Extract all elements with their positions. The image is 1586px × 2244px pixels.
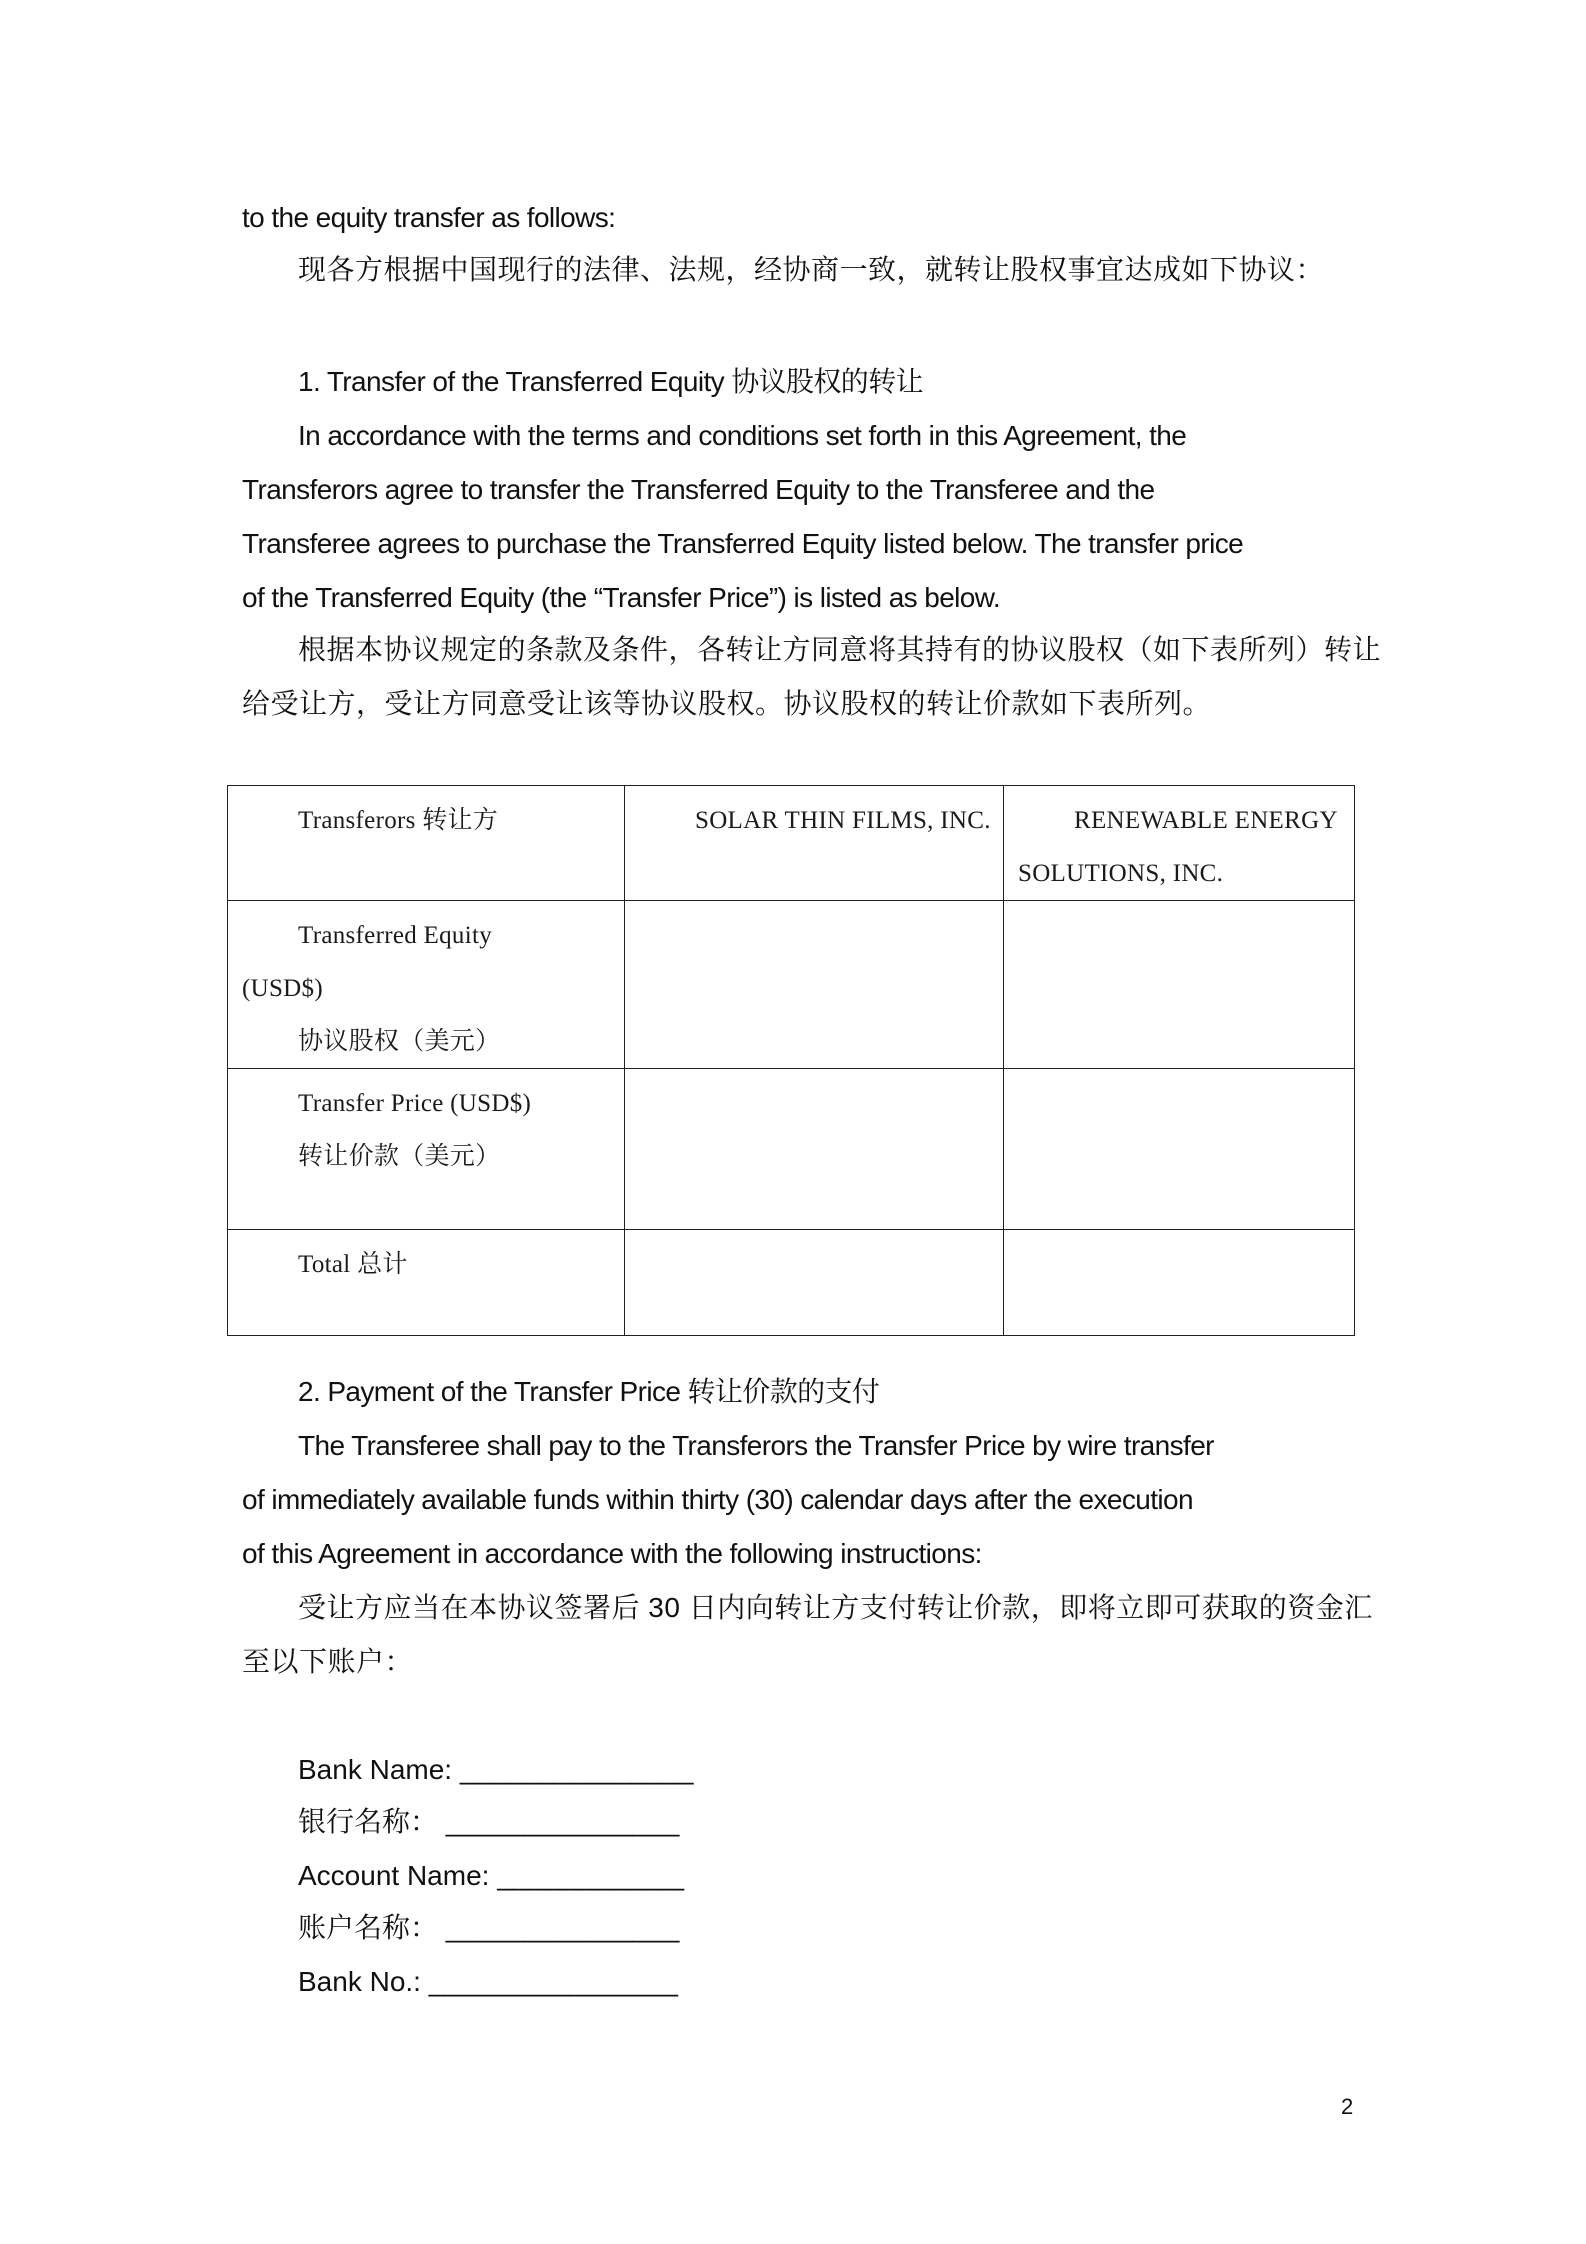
account-name-zh-label: 账户名称： xyxy=(298,1912,446,1943)
account-name-field[interactable] xyxy=(298,1858,684,1894)
total-solar-cell[interactable] xyxy=(625,1230,1004,1336)
bank-number-field[interactable] xyxy=(298,1964,678,2000)
table-cell xyxy=(228,786,625,901)
section-2-en-line: of this Agreement in accordance with the following instructions: xyxy=(242,1538,982,1569)
account-name-zh-blank[interactable]: _______________ xyxy=(445,1912,680,1943)
intro-zh: 现各方根据中国现行的法律、法规，经协商一致，就转让股权事宜达成如下协议： xyxy=(298,254,1325,285)
transferred-equity-solar-cell[interactable] xyxy=(625,901,1004,1069)
table-row xyxy=(228,1230,1355,1336)
transferor-2-name-line1: RENEWABLE ENERGY xyxy=(1074,807,1338,834)
section-1-heading: 1. Transfer of the Transferred Equity 协议股权的转让 xyxy=(298,366,923,397)
section-2-zh-line: 受让方应当在本协议签署后 30 日内向转让方支付转让价款，即将立即可获取的资金汇 xyxy=(298,1592,1373,1623)
row-label-line: Total 总计 xyxy=(298,1251,408,1278)
transfer-price-solar-cell[interactable] xyxy=(625,1069,1004,1230)
table-cell xyxy=(228,1230,625,1336)
intro-continuation: to the equity transfer as follows: xyxy=(242,202,616,233)
account-name-label: Account Name: xyxy=(298,1860,498,1891)
bank-name-zh-field[interactable] xyxy=(298,1804,679,1840)
table-row xyxy=(228,901,1355,1069)
row-label-line: 协议股权（美元） xyxy=(298,1028,501,1055)
section-1-en-line: Transferors agree to transfer the Transferred Equity to the Transferee and the xyxy=(242,474,1155,505)
table-cell xyxy=(625,786,1004,901)
section-2-zh-line: 至以下账户： xyxy=(242,1646,414,1677)
header-label: Transferors 转让方 xyxy=(298,807,499,834)
account-name-zh-field[interactable] xyxy=(298,1910,679,1946)
bank-name-field[interactable] xyxy=(298,1752,693,1788)
section-1-en-line: Transferee agrees to purchase the Transferred Equity listed below. The transfer price xyxy=(242,528,1244,559)
table-cell xyxy=(228,1069,625,1230)
section-1-zh-line: 给受让方，受让方同意受让该等协议股权。协议股权的转让价款如下表所列。 xyxy=(242,688,1212,719)
table-header-row xyxy=(228,786,1355,901)
bank-name-zh-blank[interactable]: _______________ xyxy=(445,1806,680,1837)
transferor-1-name: SOLAR THIN FILMS, INC. xyxy=(695,807,991,834)
row-label-line: (USD$) xyxy=(242,975,323,1002)
section-2-heading: 2. Payment of the Transfer Price 转让价款的支付 xyxy=(298,1376,880,1407)
row-label-line: Transferred Equity xyxy=(298,922,493,949)
section-1-zh-line: 根据本协议规定的条款及条件，各转让方同意将其持有的协议股权（如下表所列）转让 xyxy=(298,634,1382,665)
table-cell xyxy=(1004,786,1355,901)
transferor-2-name-line2: SOLUTIONS, INC. xyxy=(1018,860,1224,887)
table-cell xyxy=(228,901,625,1069)
page-number: 2 xyxy=(1341,2094,1354,2119)
equity-table xyxy=(227,785,1355,1336)
account-name-blank[interactable]: ____________ xyxy=(497,1860,685,1891)
section-2-en-line: The Transferee shall pay to the Transferors the Transfer Price by wire transfer xyxy=(298,1430,1214,1461)
bank-name-blank[interactable]: _______________ xyxy=(459,1754,694,1785)
section-2-en-line: of immediately available funds within thirty (30) calendar days after the execution xyxy=(242,1484,1193,1515)
section-1-en-line: In accordance with the terms and conditions set forth in this Agreement, the xyxy=(298,420,1187,451)
bank-number-blank[interactable]: ________________ xyxy=(428,1966,678,1997)
bank-name-zh-label: 银行名称： xyxy=(298,1806,446,1837)
transferred-equity-renewable-cell[interactable] xyxy=(1004,901,1355,1069)
bank-name-label: Bank Name: xyxy=(298,1754,460,1785)
table-row xyxy=(228,1069,1355,1230)
row-label-line: Transfer Price (USD$) xyxy=(298,1090,532,1117)
bank-number-label: Bank No.: xyxy=(298,1966,429,1997)
row-label-line: 转让价款（美元） xyxy=(298,1143,501,1170)
transfer-price-renewable-cell[interactable] xyxy=(1004,1069,1355,1230)
section-1-en-line: of the Transferred Equity (the “Transfer Price”) is listed as below. xyxy=(242,582,1001,613)
total-renewable-cell[interactable] xyxy=(1004,1230,1355,1336)
